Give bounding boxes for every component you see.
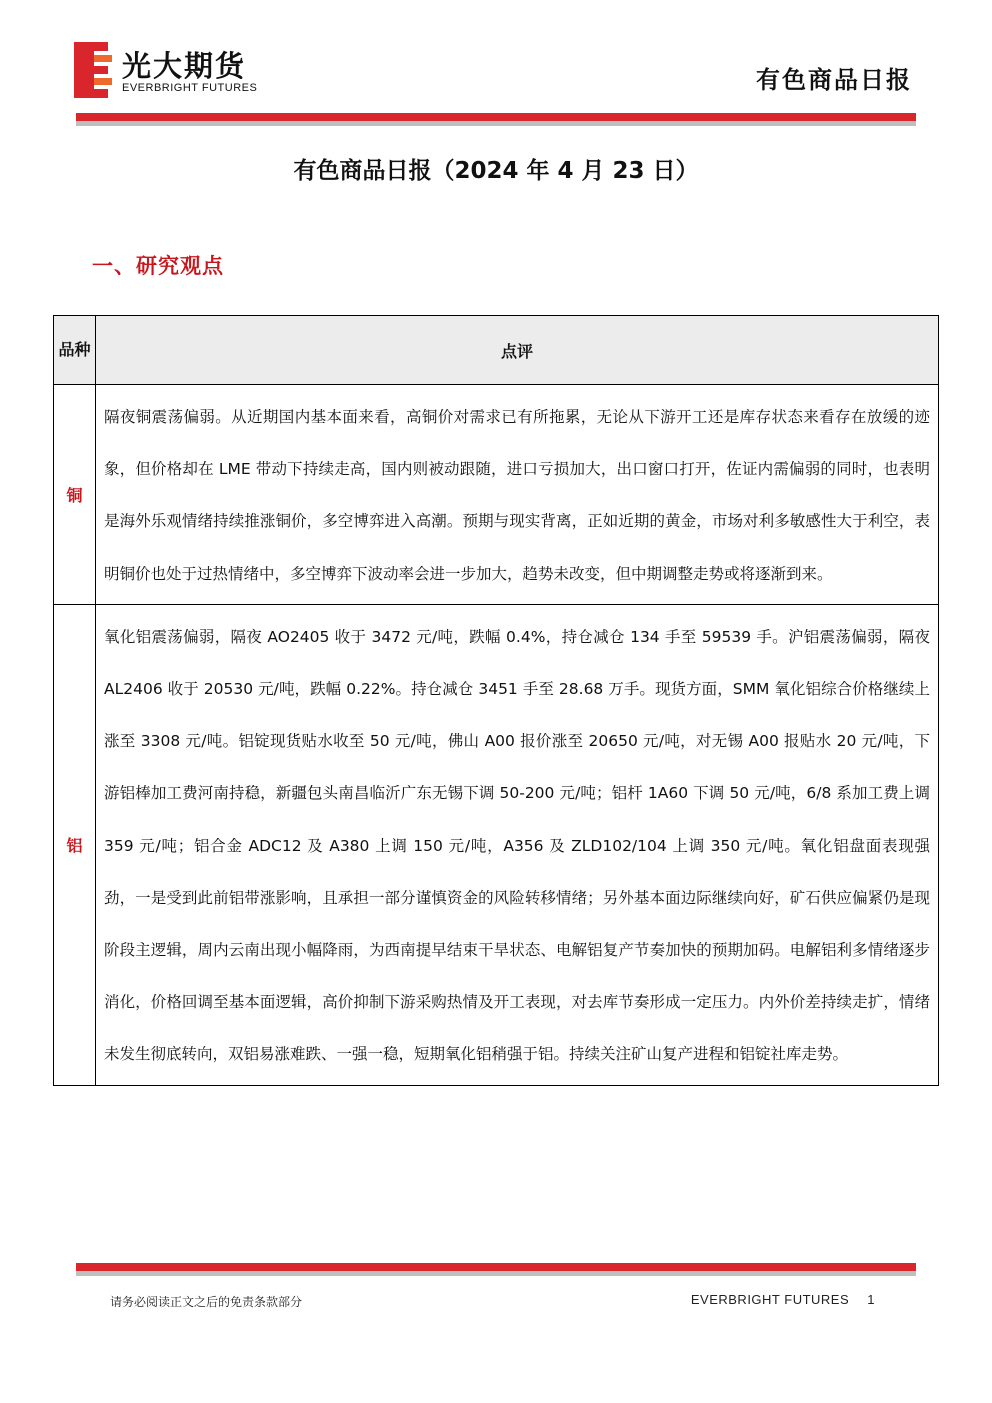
everbright-logo-icon — [74, 42, 112, 98]
comment-cell: 氧化铝震荡偏弱，隔夜 AO2405 收于 3472 元/吨，跌幅 0.4%，持仓减仓 134 手至 59539 手。沪铝震荡偏弱，隔夜 AL2406 收于 20530 元/吨，跌幅 0.22%。持仓减仓 3451 手至 28.68 万手。现货方面，SMM 氧化铝综合价格继续上涨至 3308 元/吨。铝锭现货贴水收至 50 元/吨，佛山 A00 报价涨至 20650 元/吨，对无锡 A00 报贴水 20 元/吨，下游铝棒加工费河南持稳，新疆包头南昌临沂广东无锡下调 50-200 元/吨；铝杆 1A60 下调 50 元/吨，6/8 系加工费上调 359 元/吨；铝合金 ADC12 及 A380 上调 150 元/吨，A356 及 ZLD102/104 上调 350 元/吨。氧化铝盘面表现强劲，一是受到此前铝带涨影响，且承担一部分谨慎资金的风险转移情绪；另外基本面边际继续向好，矿石供应偏紧仍是现阶段主逻辑，周内云南出现小幅降雨，为西南提早结束干旱状态、电解铝复产节奏加快的预期加码。电解铝利多情绪逐步消化，价格回调至基本面逻辑，高价抑制下游采购热情及开工表现，对去库节奏形成一定压力。内外价差持续走扩，情绪未发生彻底转向，双铝易涨难跌、一强一稳，短期氧化铝稍强于铝。持续关注矿山复产进程和铝锭社库走势。 — [96, 604, 939, 1085]
page-header — [0, 0, 992, 130]
header-comment: 点评 — [96, 316, 939, 385]
table-row-copper — [54, 385, 939, 605]
footer-grey-rule — [76, 1271, 916, 1276]
header-kind: 品种 — [54, 316, 96, 385]
table-row-aluminium — [54, 604, 939, 1085]
kind-cell: 铜 — [54, 385, 96, 605]
footer-disclaimer: 请务必阅读正文之后的免责条款部分 — [110, 1295, 303, 1309]
comment-cell: 隔夜铜震荡偏弱。从近期国内基本面来看，高铜价对需求已有所拖累，无论从下游开工还是库存状态来看存在放缓的迹象，但价格却在 LME 带动下持续走高，国内则被动跟随，进口亏损加大，出口窗口打开，佐证内需偏弱的同时，也表明是海外乐观情绪持续推涨铜价，多空博弈进入高潮。预期与现实背离，正如近期的黄金，市场对利多敏感性大于利空，表明铜价也处于过热情绪中，多空博弈下波动率会进一步加大，趋势未改变，但中期调整走势或将逐渐到来。 — [96, 385, 939, 605]
footer-company-page — [691, 1292, 875, 1307]
header-red-rule — [76, 113, 916, 121]
kind-cell: 铝 — [54, 604, 96, 1085]
table-header-row — [54, 316, 939, 385]
report-name: 有色商品日报 — [756, 66, 912, 94]
research-view-table — [53, 315, 939, 1086]
header-grey-rule — [76, 121, 916, 126]
section-title: 一、研究观点 — [92, 254, 224, 278]
logo-chinese-name: 光大期货 — [122, 49, 247, 83]
footer-company: EVERBRIGHT FUTURES — [690, 1292, 850, 1307]
footer-red-rule — [76, 1263, 916, 1271]
page-number: 1 — [867, 1292, 875, 1307]
document-title: 有色商品日报（2024 年 4 月 23 日） — [293, 158, 699, 184]
logo-english-name: EVERBRIGHT FUTURES — [122, 82, 258, 94]
